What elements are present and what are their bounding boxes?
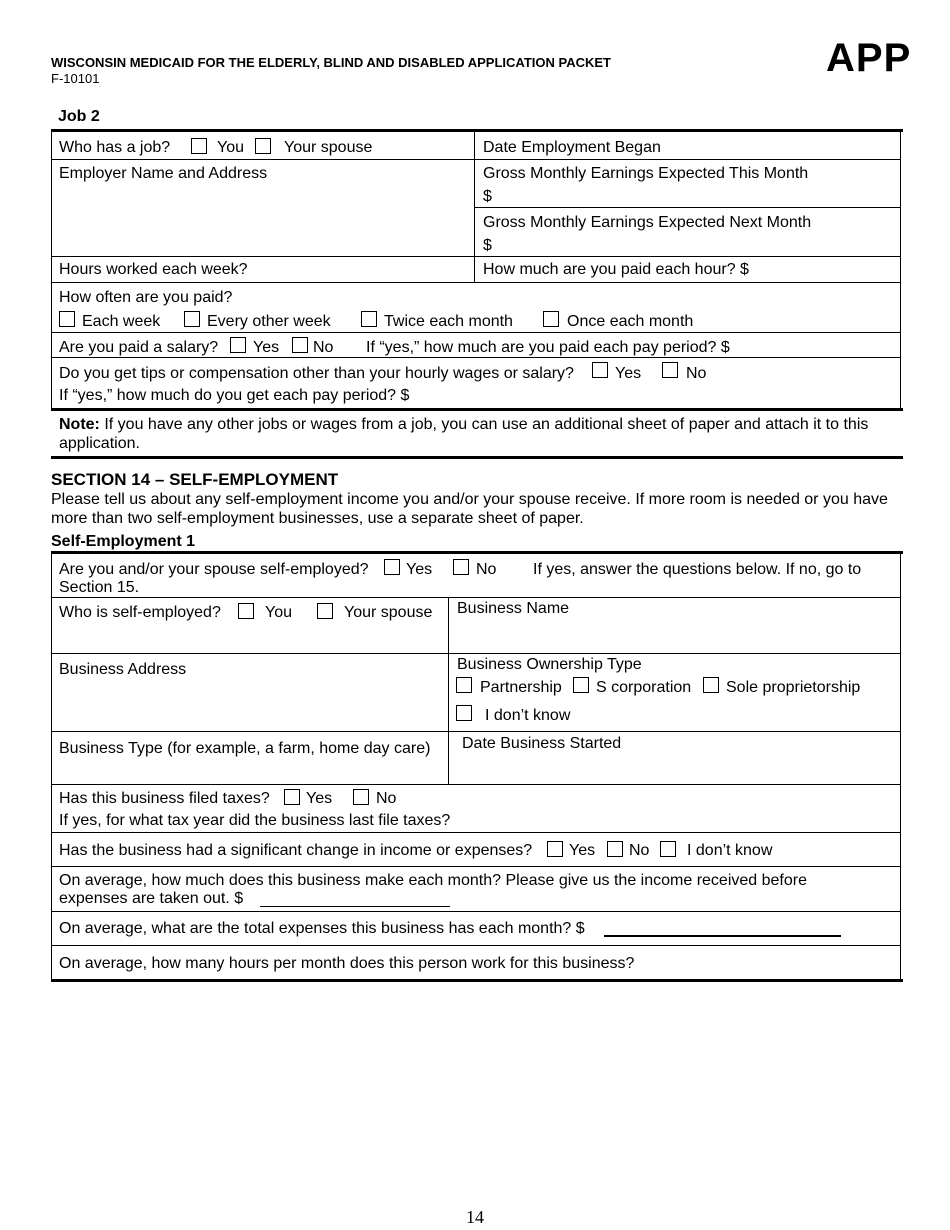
row-line xyxy=(51,731,901,732)
business-name-field[interactable]: Business Name xyxy=(457,600,570,617)
salary-yes-label: Yes xyxy=(253,339,280,356)
row-line xyxy=(51,282,901,283)
own-sole-checkbox[interactable] xyxy=(703,677,719,693)
self-employed-no-checkbox[interactable] xyxy=(453,559,469,575)
ownership-type-label: Business Ownership Type xyxy=(457,656,642,673)
significant-change-question: Has the business had a significant change in income or expenses? xyxy=(59,842,533,859)
form-number: F-10101 xyxy=(51,71,100,86)
job2-title: Job 2 xyxy=(58,108,100,125)
section14-title: SECTION 14 – SELF-EMPLOYMENT xyxy=(51,470,339,489)
row-line xyxy=(51,945,901,946)
se-left-border xyxy=(51,553,52,980)
change-no-label: No xyxy=(629,842,650,859)
own-unknown-checkbox[interactable] xyxy=(456,705,472,721)
hourly-pay-field[interactable]: How much are you paid each hour? $ xyxy=(483,261,749,278)
note-text: If you have any other jobs or wages from a job, you can use an additional sheet of paper and attach it to this application. xyxy=(59,416,869,452)
date-business-started-field[interactable]: Date Business Started xyxy=(462,735,622,752)
se-mid-divider xyxy=(448,597,449,784)
own-sole-label: Sole proprietorship xyxy=(726,679,861,696)
tips-question: Do you get tips or compensation other than your hourly wages or salary? xyxy=(59,365,574,382)
who-self-employed-label: Who is self-employed? xyxy=(59,604,221,621)
who-you-label: You xyxy=(217,139,244,156)
hours-per-week-field[interactable]: Hours worked each week? xyxy=(59,261,248,278)
gross-next-month-field[interactable]: $ xyxy=(483,237,492,254)
tips-no-checkbox[interactable] xyxy=(662,362,678,378)
filed-taxes-yes-checkbox[interactable] xyxy=(284,789,300,805)
date-employment-began-field[interactable]: Date Employment Began xyxy=(483,139,661,156)
business-type-field[interactable]: Business Type (for example, a farm, home day care) xyxy=(59,740,431,757)
own-scorp-label: S corporation xyxy=(596,679,692,696)
self-you-label: You xyxy=(265,604,292,621)
filed-taxes-question: Has this business filed taxes? xyxy=(59,790,270,807)
self-spouse-checkbox[interactable] xyxy=(317,603,333,619)
row-line xyxy=(51,597,901,598)
gross-this-month-field[interactable]: $ xyxy=(483,188,492,205)
salary-no-label: No xyxy=(313,339,334,356)
self-employed-no-label: No xyxy=(476,561,497,578)
section15-reference: Section 15. xyxy=(59,579,140,596)
note-bottom-border xyxy=(51,456,903,459)
section14-description: Please tell us about any self-employment income you and/or your spouse receive. If more room is needed or you have more than two self-employment businesses, use a separate sheet of paper. xyxy=(51,491,888,527)
row-line xyxy=(51,256,901,257)
tips-amount-field[interactable]: If “yes,” how much do you get each pay period? $ xyxy=(59,387,410,404)
who-has-job-label: Who has a job? xyxy=(59,139,171,156)
job2-right-border xyxy=(900,131,901,409)
filed-taxes-yes-label: Yes xyxy=(306,790,333,807)
who-spouse-checkbox[interactable] xyxy=(255,138,271,154)
salary-amount-field[interactable]: If “yes,” how much are you paid each pay period? $ xyxy=(366,339,730,356)
row-line xyxy=(51,832,901,833)
if-yes-instruction: If yes, answer the questions below. If no, go to xyxy=(533,561,862,578)
row-line xyxy=(51,357,901,358)
self-employed-yes-checkbox[interactable] xyxy=(384,559,400,575)
row-line xyxy=(51,332,901,333)
packet-title: WISCONSIN MEDICAID FOR THE ELDERLY, BLIND AND DISABLED APPLICATION PACKET xyxy=(51,55,611,70)
pay-frequency-label: How often are you paid? xyxy=(59,289,233,306)
freq-every-other-checkbox[interactable] xyxy=(184,311,200,327)
job2-top-border xyxy=(51,129,903,132)
freq-twice-label: Twice each month xyxy=(384,313,513,330)
job2-bottom-border xyxy=(51,408,903,411)
freq-weekly-checkbox[interactable] xyxy=(59,311,75,327)
who-spouse-label: Your spouse xyxy=(284,139,373,156)
business-address-field[interactable]: Business Address xyxy=(59,661,187,678)
row-line xyxy=(474,207,901,208)
gross-this-month-label: Gross Monthly Earnings Expected This Month xyxy=(483,165,809,182)
se-top-border xyxy=(51,551,903,554)
row-line xyxy=(51,911,901,912)
change-no-checkbox[interactable] xyxy=(607,841,623,857)
own-scorp-checkbox[interactable] xyxy=(573,677,589,693)
salary-yes-checkbox[interactable] xyxy=(230,337,246,353)
change-unknown-label: I don’t know xyxy=(687,842,773,859)
row-line xyxy=(51,866,901,867)
monthly-income-question-cont: expenses are taken out. $ xyxy=(59,890,244,907)
page-number: 14 xyxy=(466,1207,484,1227)
monthly-income-field[interactable] xyxy=(260,906,450,907)
filed-taxes-no-label: No xyxy=(376,790,397,807)
monthly-hours-field[interactable]: On average, how many hours per month does this person work for this business? xyxy=(59,955,635,972)
app-badge: APP xyxy=(826,36,912,80)
change-unknown-checkbox[interactable] xyxy=(660,841,676,857)
freq-once-checkbox[interactable] xyxy=(543,311,559,327)
salary-no-checkbox[interactable] xyxy=(292,337,308,353)
self-you-checkbox[interactable] xyxy=(238,603,254,619)
own-partnership-label: Partnership xyxy=(480,679,562,696)
self-spouse-label: Your spouse xyxy=(344,604,433,621)
row-line xyxy=(51,653,901,654)
self-employed-question: Are you and/or your spouse self-employed? xyxy=(59,561,369,578)
freq-once-label: Once each month xyxy=(567,313,694,330)
row-line xyxy=(51,159,901,160)
tips-no-label: No xyxy=(686,365,707,382)
self-employed-yes-label: Yes xyxy=(406,561,433,578)
job2-left-border xyxy=(51,131,52,409)
employer-name-address-field[interactable]: Employer Name and Address xyxy=(59,165,268,182)
salary-question: Are you paid a salary? xyxy=(59,339,219,356)
monthly-expenses-field[interactable] xyxy=(604,935,841,937)
freq-twice-checkbox[interactable] xyxy=(361,311,377,327)
freq-weekly-label: Each week xyxy=(82,313,161,330)
tax-year-field[interactable]: If yes, for what tax year did the business last file taxes? xyxy=(59,812,451,829)
monthly-income-question: On average, how much does this business make each month? Please give us the income received before xyxy=(59,872,807,889)
tips-yes-checkbox[interactable] xyxy=(592,362,608,378)
se-bottom-border xyxy=(51,979,903,982)
row-line xyxy=(51,784,901,785)
freq-every-other-label: Every other week xyxy=(207,313,331,330)
own-unknown-label: I don’t know xyxy=(485,707,571,724)
filed-taxes-no-checkbox[interactable] xyxy=(353,789,369,805)
own-partnership-checkbox[interactable] xyxy=(456,677,472,693)
change-yes-checkbox[interactable] xyxy=(547,841,563,857)
who-you-checkbox[interactable] xyxy=(191,138,207,154)
note-paragraph xyxy=(59,415,899,453)
change-yes-label: Yes xyxy=(569,842,596,859)
gross-next-month-label: Gross Monthly Earnings Expected Next Month xyxy=(483,214,812,231)
se1-title: Self-Employment 1 xyxy=(51,533,196,550)
tips-yes-label: Yes xyxy=(615,365,642,382)
se-right-border xyxy=(900,553,901,980)
note-label: Note: xyxy=(59,416,100,433)
monthly-expenses-question: On average, what are the total expenses this business has each month? $ xyxy=(59,920,585,937)
